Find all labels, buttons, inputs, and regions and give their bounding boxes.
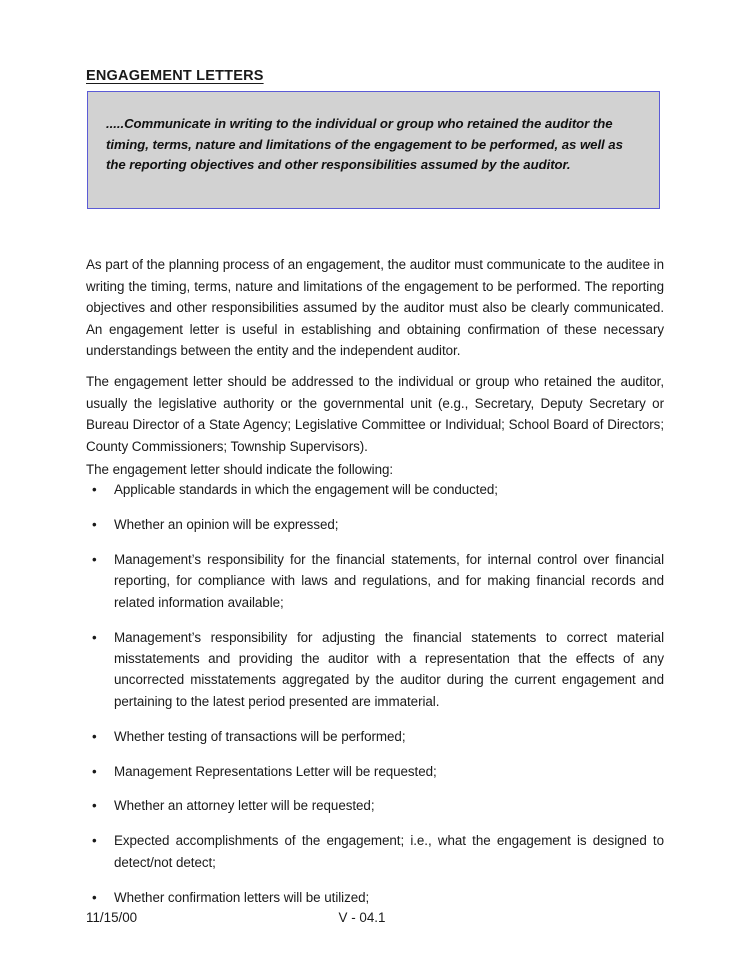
list-item — [86, 795, 664, 816]
list-item-text: Whether an attorney letter will be requested; — [114, 798, 375, 814]
body-paragraph-2: The engagement letter should be addressed to the individual or group who retained the auditor, usually the legislative authority or the governmental unit (e.g., Secretary, Deputy Secretary or Bureau Director of a State Agency; Legislative Committee or Individual; School Board of Directors; County Commissioners; Township Supervisors). — [86, 374, 664, 454]
bullet-marker-icon: • — [92, 516, 97, 532]
requirements-list — [86, 479, 664, 922]
footer-date: 11/15/00 — [86, 910, 138, 925]
list-item-text: Expected accomplishments of the engagement; i.e., what the engagement is designed to detect/not detect; — [114, 833, 664, 870]
list-item — [86, 514, 664, 535]
list-item — [86, 627, 664, 713]
page-title: ENGAGEMENT LETTERS — [86, 67, 264, 84]
list-item-text: Management’s responsibility for the financial statements, for internal control over financial reporting, for compliance with laws and regulations, and for making financial records and related information available; — [114, 551, 664, 610]
list-item — [86, 830, 664, 873]
bullet-marker-icon: • — [92, 551, 97, 567]
body-paragraph-1: As part of the planning process of an engagement, the auditor must communicate to the auditee in writing the timing, terms, nature and limitations of the engagement to be performed. The reporting objectives and other responsibilities assumed by the auditor must also be clearly communicated. An engagement letter is useful in establishing and obtaining confirmation of these necessary understandings between the entity and the independent auditor. — [86, 257, 664, 359]
page-footer — [86, 908, 664, 928]
callout-box — [87, 91, 660, 209]
bullet-marker-icon: • — [92, 763, 97, 779]
list-item — [86, 761, 664, 782]
list-item-text: Management Representations Letter will be requested; — [114, 763, 437, 779]
list-item-text: Whether testing of transactions will be performed; — [114, 728, 406, 744]
list-item-text: Applicable standards in which the engagement will be conducted; — [114, 482, 498, 497]
bullet-marker-icon: • — [92, 482, 97, 497]
bullet-marker-icon: • — [92, 833, 97, 849]
body-paragraph-3: The engagement letter should indicate the following: — [86, 462, 394, 478]
bullet-marker-icon: • — [92, 629, 97, 645]
list-item — [86, 479, 664, 500]
list-item — [86, 726, 664, 747]
list-item — [86, 549, 664, 613]
footer-version: V - 04.1 — [338, 910, 386, 925]
list-item — [86, 887, 664, 908]
bullet-marker-icon: • — [92, 798, 97, 814]
callout-text: .....Communicate in writing to the individual or group who retained the auditor the timing, terms, nature and limitations of the engagement to be performed, as well as the reporting objectives and other responsibilities assumed by the auditor. — [106, 116, 623, 172]
list-item-text: Whether an opinion will be expressed; — [114, 516, 339, 532]
bullet-marker-icon: • — [92, 889, 97, 905]
list-item-text: Whether confirmation letters will be utilized; — [114, 889, 370, 905]
list-item-text: Management’s responsibility for adjusting the financial statements to correct material misstatements and providing the auditor with a representation that the effects of any uncorrected misstatements aggregated by the auditor during the current engagement and pertaining to the latest period presented are immaterial. — [114, 629, 664, 709]
bullet-marker-icon: • — [92, 728, 97, 744]
